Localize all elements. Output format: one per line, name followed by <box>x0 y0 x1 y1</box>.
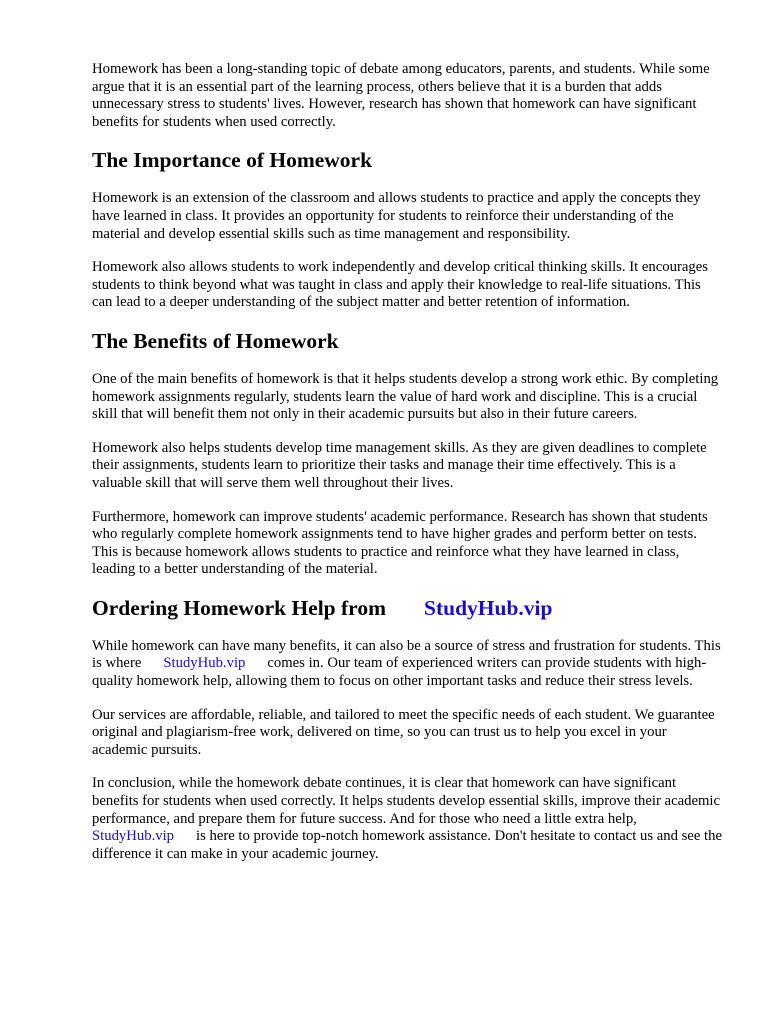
intro-paragraph: Homework has been a long-standing topic of debate among educators, parents, and students. While some argue that it is an essential part of the learning process, others believe that it is a burden that adds unnecessary stress to students' lives. However, research has shown that homework can have significant benefits for students when used correctly. <box>92 61 710 130</box>
heading-importance: The Importance of Homework <box>92 148 373 173</box>
benefits-paragraph-3: Furthermore, homework can improve students' academic performance. Research has shown that students who regularly complete homework assignments tend to have higher grades and perform better on tests. This is because homework allows students to practice and reinforce what they have learned in class, leading to a better understanding of the material. <box>92 508 708 578</box>
benefits-paragraph-1: One of the main benefits of homework is that it helps students develop a strong work ethic. By completing homework assignments regularly, students learn the value of hard work and discipline. This is a crucial skill that will benefit them not only in their academic pursuits but also in their future careers. <box>92 370 719 423</box>
heading-ordering-text: Ordering Homework Help from <box>92 595 386 620</box>
benefits-paragraph-2: Homework also helps students develop time management skills. As they are given deadlines to complete their assignments, students learn to prioritize their tasks and manage their time effectively. This is a valuable skill that will serve them well throughout their lives. <box>92 439 707 491</box>
conclusion-paragraph: In conclusion, while the homework debate continues, it is clear that homework can have significant benefits for students when used correctly. It helps students develop essential skills, improve their academic performance, and prepare them for future success. And for those who need a little extra help,StudyHub.vip is here to provide top-notch homework assistance. Don't hesitate to contact us and see the difference it can make in your academic journey. <box>92 775 722 862</box>
ordering-paragraph-1: While homework can have many benefits, it can also be a source of stress and frustration for students. This is where StudyHub.vip comes in. Our team of experienced writers can provide students with high-quality homework help, allowing them to focus on other important tasks and reduce their stress levels. <box>92 637 721 690</box>
heading-benefits: The Benefits of Homework <box>92 328 339 353</box>
document-page <box>92 61 722 879</box>
importance-paragraph-1: Homework is an extension of the classroom and allows students to practice and apply the concepts they have learned in class. It provides an opportunity for students to reinforce their understanding of the material and develop essential skills such as time management and responsibility. <box>92 190 701 242</box>
studyhub-link-1[interactable]: StudyHub.vip <box>163 655 246 672</box>
importance-paragraph-2: Homework also allows students to work independently and develop critical thinking skills. It encourages students to think beyond what was taught in class and apply their knowledge to real-life situations. This can lead to a deeper understanding of the subject matter and better retention of information. <box>92 259 708 311</box>
studyhub-heading-link[interactable]: StudyHub.vip <box>424 595 553 620</box>
ordering-paragraph-2: Our services are affordable, reliable, and tailored to meet the specific needs of each student. We guarantee original and plagiarism-free work, delivered on time, so you can trust us to help you excel in your academic pursuits. <box>92 706 715 758</box>
heading-ordering <box>92 595 722 621</box>
studyhub-link-2[interactable]: StudyHub.vip <box>92 828 175 845</box>
